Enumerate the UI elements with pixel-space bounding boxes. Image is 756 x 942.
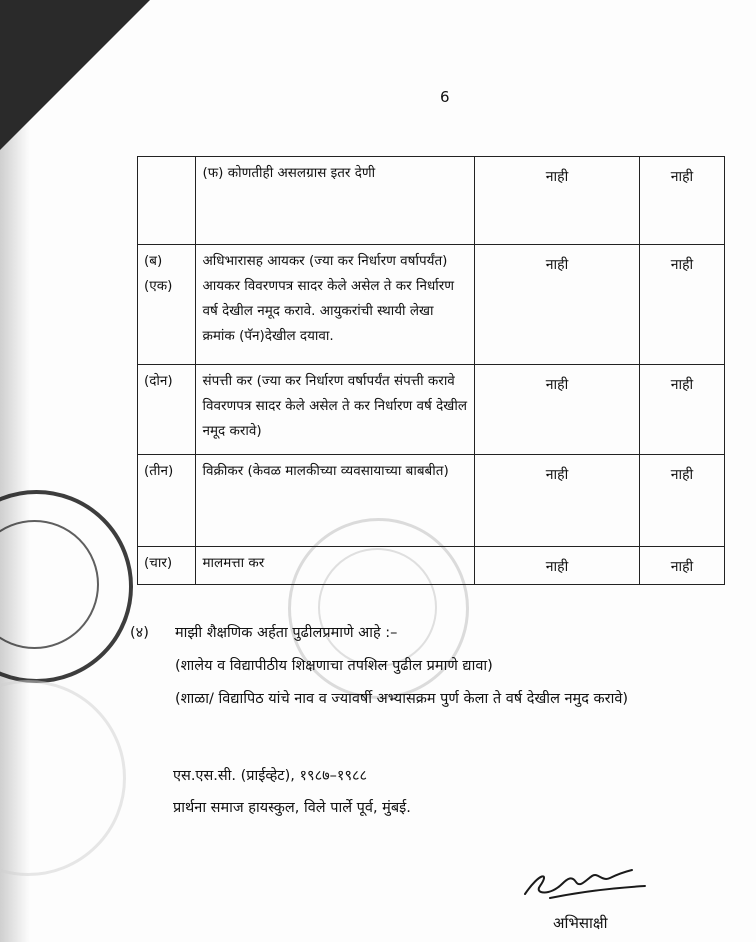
row-label: (ब)(एक) [138,245,196,365]
folded-corner [0,0,150,150]
row-description: विक्रीकर (केवळ मालकीच्या व्यवसायाच्या बाबबीत) [196,455,475,547]
table-row [138,547,725,585]
section-heading: माझी शैक्षणिक अर्हता पुढीलप्रमाणे आहे :– [175,625,398,641]
table-row [138,365,725,455]
qualification-text: एस.एस.सी. (प्राईव्हेट), १९८७–१९८८ [173,768,368,784]
row-value-2: नाही [639,245,724,365]
row-value-1: नाही [475,365,640,455]
row-value-1: नाही [475,157,640,245]
school-text: प्रार्थना समाज हायस्कुल, विले पार्ले पूर्व, मुंबई. [173,800,411,816]
table-row [138,455,725,547]
section-note: (शालेय व विद्यापीठीय शिक्षणाचा तपशिल पुढील प्रमाणे द्यावा) [175,658,493,674]
row-label [138,157,196,245]
signature-label: अभिसाक्षी [553,914,608,932]
row-description: (फ) कोणतीही असलग्रास इतर देणी [196,157,475,245]
row-label: (दोन) [138,365,196,455]
table-row [138,245,725,365]
row-description: मालमत्ता कर [196,547,475,585]
row-description: संपत्ती कर (ज्या कर निर्धारण वर्षापर्यंत संपत्ती करावे विवरणपत्र सादर केले असेल ते कर निर्धारण वर्ष देखील नमूद करावे) [196,365,475,455]
page-number: 6 [440,88,450,106]
row-value-2: नाही [639,547,724,585]
row-description: अधिभारासह आयकर (ज्या कर निर्धारण वर्षापर्यंत) आयकर विवरणपत्र सादर केले असेल ते कर निर्धारण वर्ष देखील नमूद करावे. आयुकरांची स्थायी लेखा क्रमांक (पॅन)देखील दयावा. [196,245,475,365]
handwritten-signature [520,862,650,902]
table-row [138,157,725,245]
section-number: (४) [130,625,149,641]
row-value-2: नाही [639,365,724,455]
row-label: (तीन) [138,455,196,547]
row-value-2: नाही [639,157,724,245]
row-value-1: नाही [475,547,640,585]
row-value-1: नाही [475,455,640,547]
row-label: (चार) [138,547,196,585]
row-value-2: नाही [639,455,724,547]
section-note: (शाळा/ विद्यापिठ यांचे नाव व ज्यावर्षी अभ्यासक्रम पुर्ण केला ते वर्ष देखील नमुद करावे) [175,691,629,707]
row-value-1: नाही [475,245,640,365]
liabilities-table [137,156,725,585]
